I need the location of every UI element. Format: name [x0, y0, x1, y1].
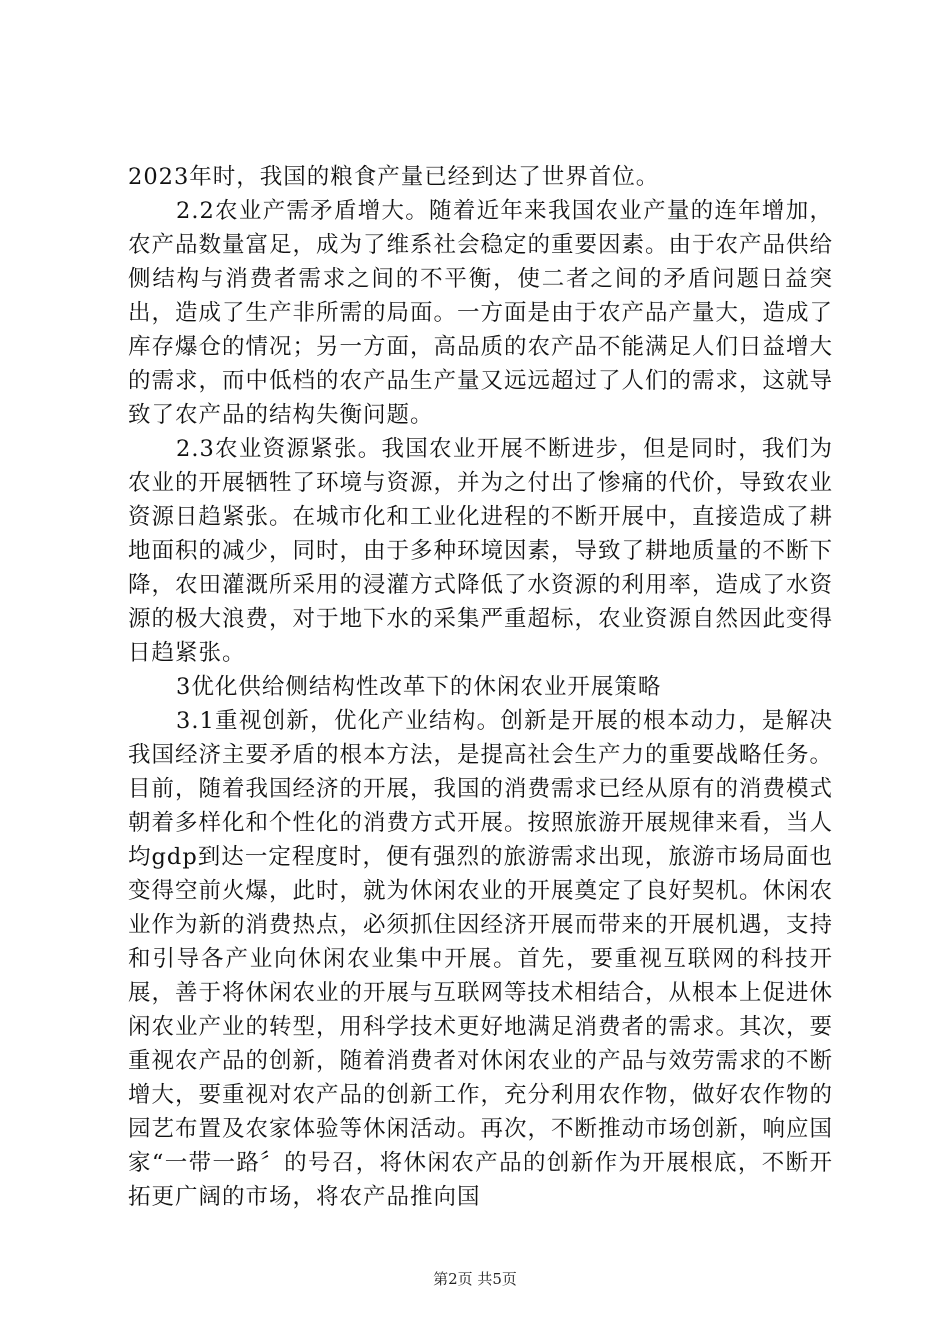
paragraph-section-3-1: 3.1重视创新，优化产业结构。创新是开展的根本动力，是解决我国经济主要矛盾的根本方法，是提高社会生产力的重要战略任务。目前，随着我国经济的开展，我国的消费需求已经从原有的消费模式朝着多样化和个性化的消费方式开展。按照旅游开展规律来看，当人均gdp到达一定程度时，便有强烈的旅游需求出现，旅游市场局面也变得空前火爆，此时，就为休闲农业的开展奠定了良好契机。休闲农业作为新的消费热点，必须抓住因经济开展而带来的开展机遇，支持和引导各产业向休闲农业集中开展。首先，要重视互联网的科技开展，善于将休闲农业的开展与互联网等技术相结合，从根本上促进休闲农业产业的转型，用科学技术更好地满足消费者的需求。其次，要重视农产品的创新，随着消费者对休闲农业的产品与效劳需求的不断增大，要重视对农产品的创新工作，充分利用农作物，做好农作物的园艺布置及农家体验等休闲活动。再次，不断推动市场创新，响应国家“一带一路〞的号召，将休闲农产品的创新作为开展根底，不断开拓更广阔的市场，将农产品推向国 [128, 708, 834, 1210]
paragraph-grain-output-continuation: 2023年时，我国的粮食产量已经到达了世界首位。 [128, 164, 660, 190]
paragraph-section-2-2: 2.2农业产需矛盾增大。随着近年来我国农业产量的连年增加，农产品数量富足，成为了维系社会稳定的重要因素。由于农产品供给侧结构与消费者需求之间的不平衡，使二者之间的矛盾问题日益突出，造成了生产非所需的局面。一方面是由于农产品产量大，造成了库存爆仓的情况；另一方面，高品质的农产品不能满足人们日益增大的需求，而中低档的农产品生产量又远远超过了人们的需求，这就导致了农产品的结构失衡问题。 [128, 198, 834, 428]
paragraph-section-2-3: 2.3农业资源紧张。我国农业开展不断进步，但是同时，我们为农业的开展牺牲了环境与资源，并为之付出了惨痛的代价，导致农业资源日趋紧张。在城市化和工业化进程的不断开展中，直接造成了耕地面积的减少，同时，由于多种环境因素，导致了耕地质量的不断下降，农田灌溉所采用的浸灌方式降低了水资源的利用率，造成了水资源的极大浪费，对于地下水的采集严重超标，农业资源自然因此变得日趋紧张。 [128, 436, 834, 666]
section-heading-3: 3优化供给侧结构性改革下的休闲农业开展策略 [176, 674, 662, 700]
page-number-footer: 第2页 共5页 [433, 1270, 517, 1288]
document-body [128, 160, 833, 1214]
